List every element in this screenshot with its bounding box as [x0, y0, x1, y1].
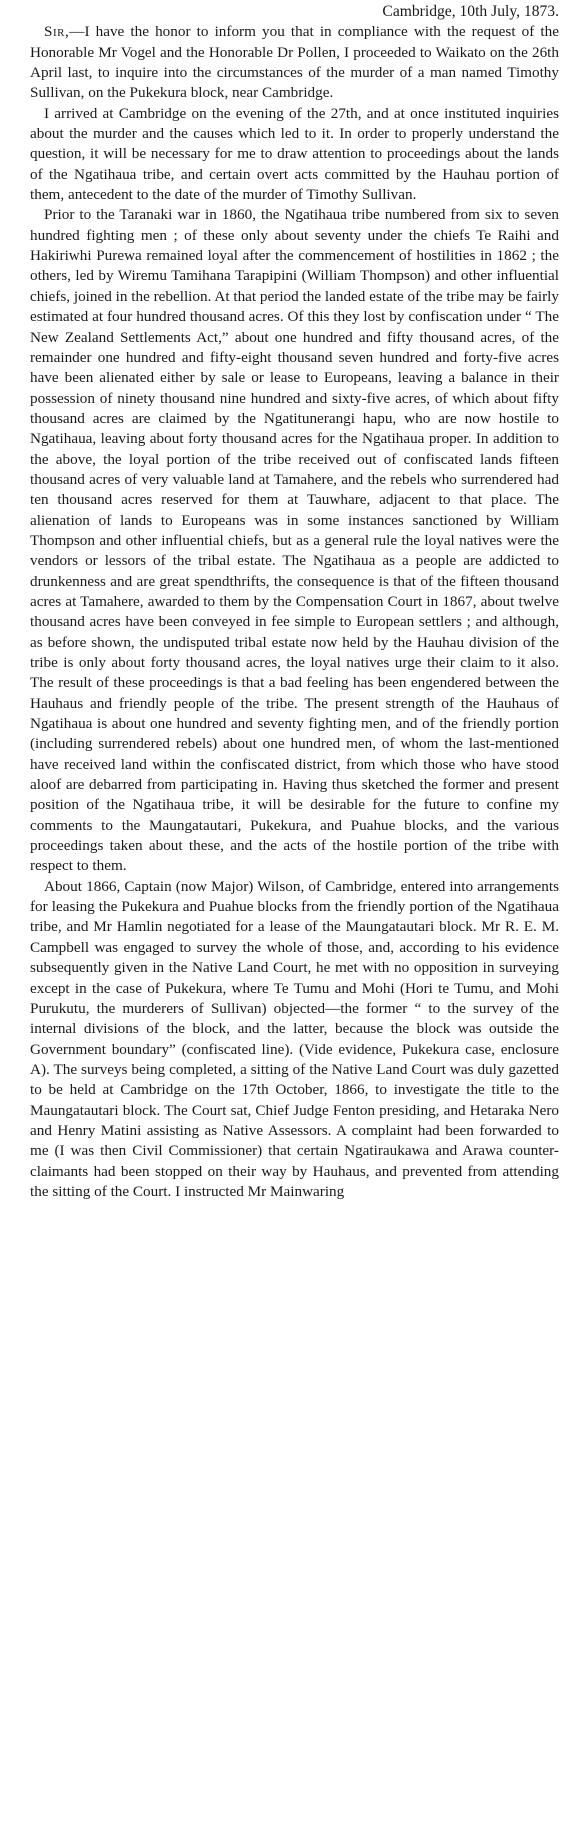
- paragraph-1-text: —I have the honor to inform you that in compliance with the request of the Honorable Mr Vogel and the Honorable Dr Pollen, I proceeded to Waikato on the 26th April last, to inquire into the circumstances of the murder of a man named Timothy Sullivan, on the Pukekura block, near Cambridge.: [30, 23, 559, 102]
- page-edge: [559, 0, 565, 1846]
- paragraph-1: [30, 22, 559, 103]
- dateline: Cambridge, 10th July, 1873.: [382, 3, 559, 20]
- salutation: Sir,: [44, 23, 70, 41]
- paragraph-2: I arrived at Cambridge on the evening of the 27th, and at once instituted inquiries about the murder and the causes which led to it. In order to properly understand the question, it will be necessary for me to draw attention to proceedings about the lands of the Ngatihaua tribe, and certain overt acts committed by the Hauhau portion of them, antecedent to the date of the murder of Timothy Sullivan.: [30, 104, 559, 204]
- paragraph-4: About 1866, Captain (now Major) Wilson, of Cambridge, entered into arrangements for leasing the Pukekura and Puahue blocks from the friendly portion of the Ngatihaua tribe, and Mr Hamlin negotiated for a lease of the Maungatautari block. Mr R. E. M. Campbell was engaged to survey the whole of those, and, according to his evidence subsequently given in the Native Land Court, he met with no opposition in surveying except in the case of Pukekura, where Te Tumu and Mohi (Hori te Tumu, and Mohi Purukutu, the murderers of Sullivan) objected—the former “ to the survey of the internal divisions of the block, and the latter, because the block was outside the Government boundary” (confiscated line). (Vide evidence, Pukekura case, enclosure A). The surveys being completed, a sitting of the Native Land Court was duly gazetted to be held at Cambridge on the 17th October, 1866, to investigate the title to the Maungatautari block. The Court sat, Chief Judge Fenton presiding, and Hetaraka Nero and Henry Matini assisting as Native Assessors. A complaint had been forwarded to me (I was then Civil Commissioner) that certain Ngatiraukawa and Arawa counter-claimants had been stopped on their way by Hauhaus, and prevented from attending the sitting of the Court. I instructed Mr Mainwaring: [30, 877, 559, 1200]
- paragraph-3: Prior to the Taranaki war in 1860, the Ngatihaua tribe numbered from six to seven hundred fighting men ; of these only about seventy under the chiefs Te Raihi and Hakiriwhi Purewa remained loyal after the commencement of hostilities in 1862 ; the others, led by Wiremu Tamihana Tarapipini (William Thompson) and other influential chiefs, joined in the rebellion. At that period the landed estate of the tribe may be fairly estimated at four hundred thousand acres. Of this they lost by confiscation under “ The New Zealand Settlements Act,” about one hundred and fifty thousand acres, of the remainder one hundred and fifty-eight thousand seven hundred and forty-five acres have been alienated either by sale or lease to Europeans, leaving a balance in their possession of ninety thousand nine hundred and sixty-five acres, of which about fifty thousand acres are claimed by the Ngatitunerangi hapu, who are now hostile to Ngatihaua, leaving about forty thousand acres for the Ngatihaua proper. In addition to the above, the loyal portion of the tribe received out of confiscated lands fifteen thousand acres of very valuable land at Tamahere, and the rebels who surrendered had ten thousand acres reserved for them at Tauwhare, adjacent to that place. The alienation of lands to Europeans was in some instances sanctioned by William Thompson and other influential chiefs, but as a general rule the loyal natives were the vendors or lessors of the tribal estate. The Ngatihaua as a people are addicted to drunkenness and are great spendthrifts, the consequence is that of the fifteen thousand acres at Tamahere, awarded to them by the Compensation Court in 1867, about twelve thousand acres have been conveyed in fee simple to European settlers ; and although, as before shown, the undisputed tribal estate now held by the Hauhau division of the tribe is only about forty thousand acres, the loyal natives urge their claim to it also. The result of these proceedings is that a bad feeling has been engendered between the Hauhaus and friendly people of the tribe. The present strength of the Hauhaus of Ngatihaua is about one hundred and seventy fighting men, and of the friendly portion (including surrendered rebels) about one hundred men, of whom the last-mentioned have received land within the confiscated district, from which those who have stood aloof are debarred from participating in. Having thus sketched the former and present position of the Ngatihaua tribe, it will be desirable for the future to confine my comments to the Maungatautari, Pukekura, and Puahue blocks, and the various proceedings taken about these, and the acts of the hostile portion of the tribe with respect to them.: [30, 206, 559, 875]
